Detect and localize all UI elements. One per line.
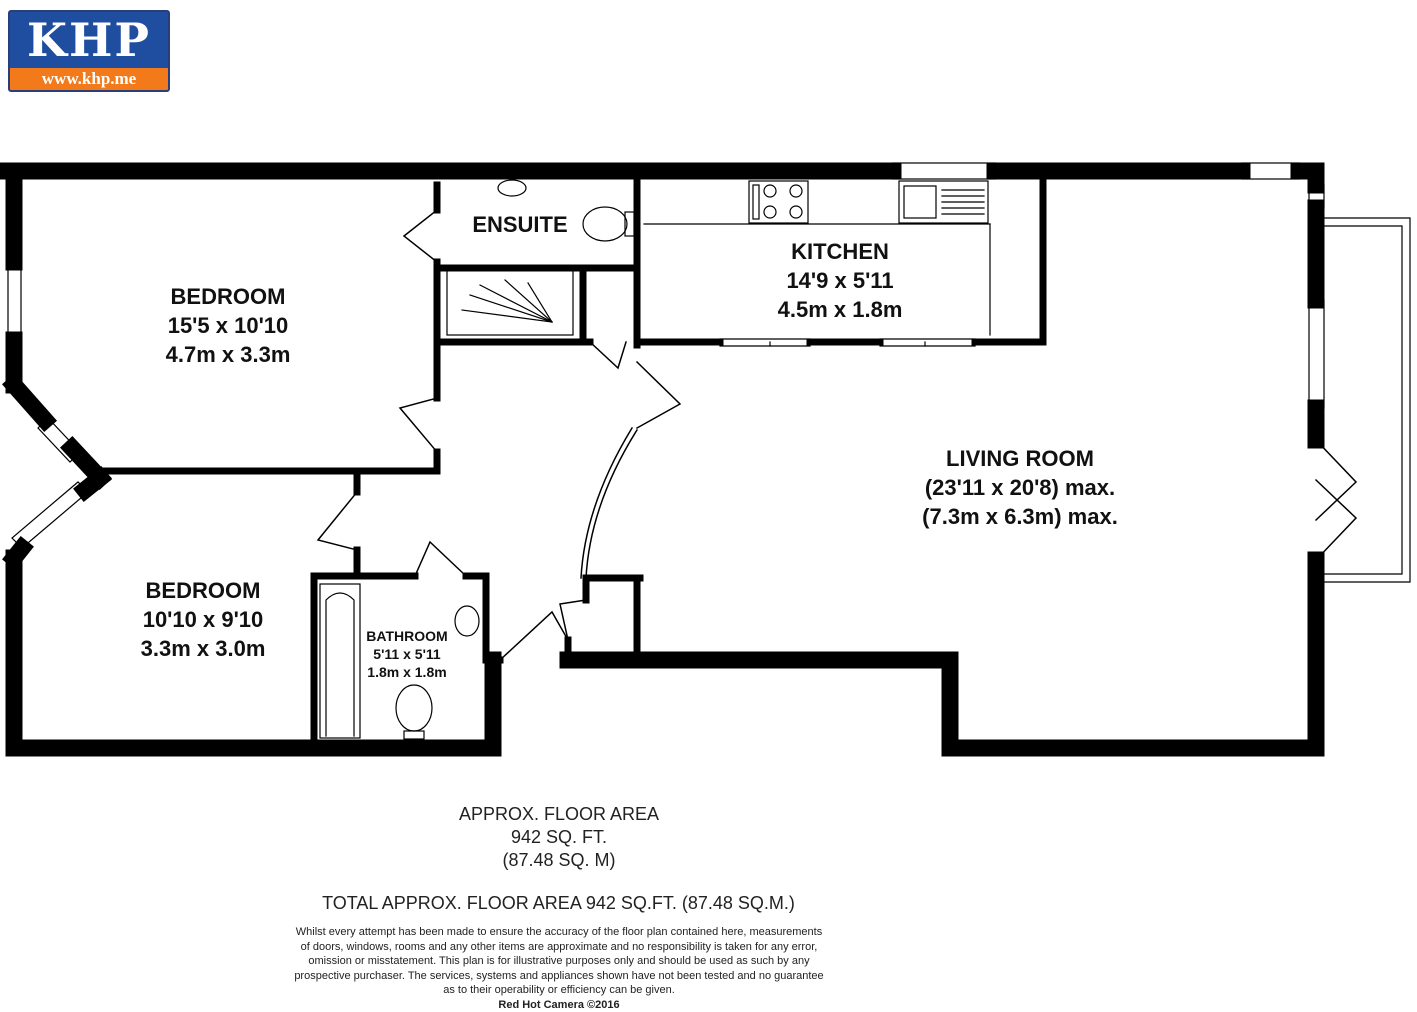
room-label-living-room — [880, 444, 1160, 531]
room-label-kitchen — [740, 237, 940, 324]
room-label-ensuite — [445, 210, 595, 239]
room-size-imperial: 5'11 x 5'11 — [352, 645, 462, 663]
room-name: BEDROOM — [103, 576, 303, 605]
logo-mark: KHP — [10, 12, 168, 68]
windows — [8, 163, 1410, 582]
disclaimer-line: as to their operability or efficiency can be given. — [259, 983, 859, 998]
floor-area — [409, 803, 709, 872]
room-size-metric: 4.7m x 3.3m — [128, 340, 328, 369]
disclaimer-line: omission or misstatement. This plan is for illustrative purposes only and should be used as such by any — [259, 954, 859, 969]
room-size-imperial: 15'5 x 10'10 — [128, 311, 328, 340]
disclaimer-line: prospective purchaser. The services, systems and appliances shown have not been tested and no guarantee — [259, 969, 859, 984]
room-name: BEDROOM — [128, 282, 328, 311]
room-size-metric: 4.5m x 1.8m — [740, 295, 940, 324]
room-size-imperial: 10'10 x 9'10 — [103, 605, 303, 634]
room-size-metric: 3.3m x 3.0m — [103, 634, 303, 663]
room-name: ENSUITE — [445, 210, 595, 239]
floor-area-sqft: 942 SQ. FT. — [409, 826, 709, 849]
total-floor-area: TOTAL APPROX. FLOOR AREA 942 SQ.FT. (87.48 SQ.M.) — [0, 893, 1117, 914]
room-name: KITCHEN — [740, 237, 940, 266]
room-name: BATHROOM — [352, 627, 462, 645]
photographer-credit: Red Hot Camera ©2016 — [259, 998, 859, 1012]
disclaimer — [259, 925, 859, 1012]
room-label-bathroom — [352, 627, 462, 681]
room-name: LIVING ROOM — [880, 444, 1160, 473]
floor-area-sqm: (87.48 SQ. M) — [409, 849, 709, 872]
room-size-metric: (7.3m x 6.3m) max. — [880, 502, 1160, 531]
floor-area-title: APPROX. FLOOR AREA — [409, 803, 709, 826]
logo-url: www.khp.me — [10, 68, 168, 90]
room-size-metric: 1.8m x 1.8m — [352, 663, 462, 681]
disclaimer-line: of doors, windows, rooms and any other items are approximate and no responsibility is taken for any error, — [259, 940, 859, 955]
room-size-imperial: (23'11 x 20'8) max. — [880, 473, 1160, 502]
disclaimer-line: Whilst every attempt has been made to ensure the accuracy of the floor plan contained here, measurements — [259, 925, 859, 940]
room-size-imperial: 14'9 x 5'11 — [740, 266, 940, 295]
room-label-bedroom-1 — [128, 282, 328, 369]
room-label-bedroom-2 — [103, 576, 303, 663]
